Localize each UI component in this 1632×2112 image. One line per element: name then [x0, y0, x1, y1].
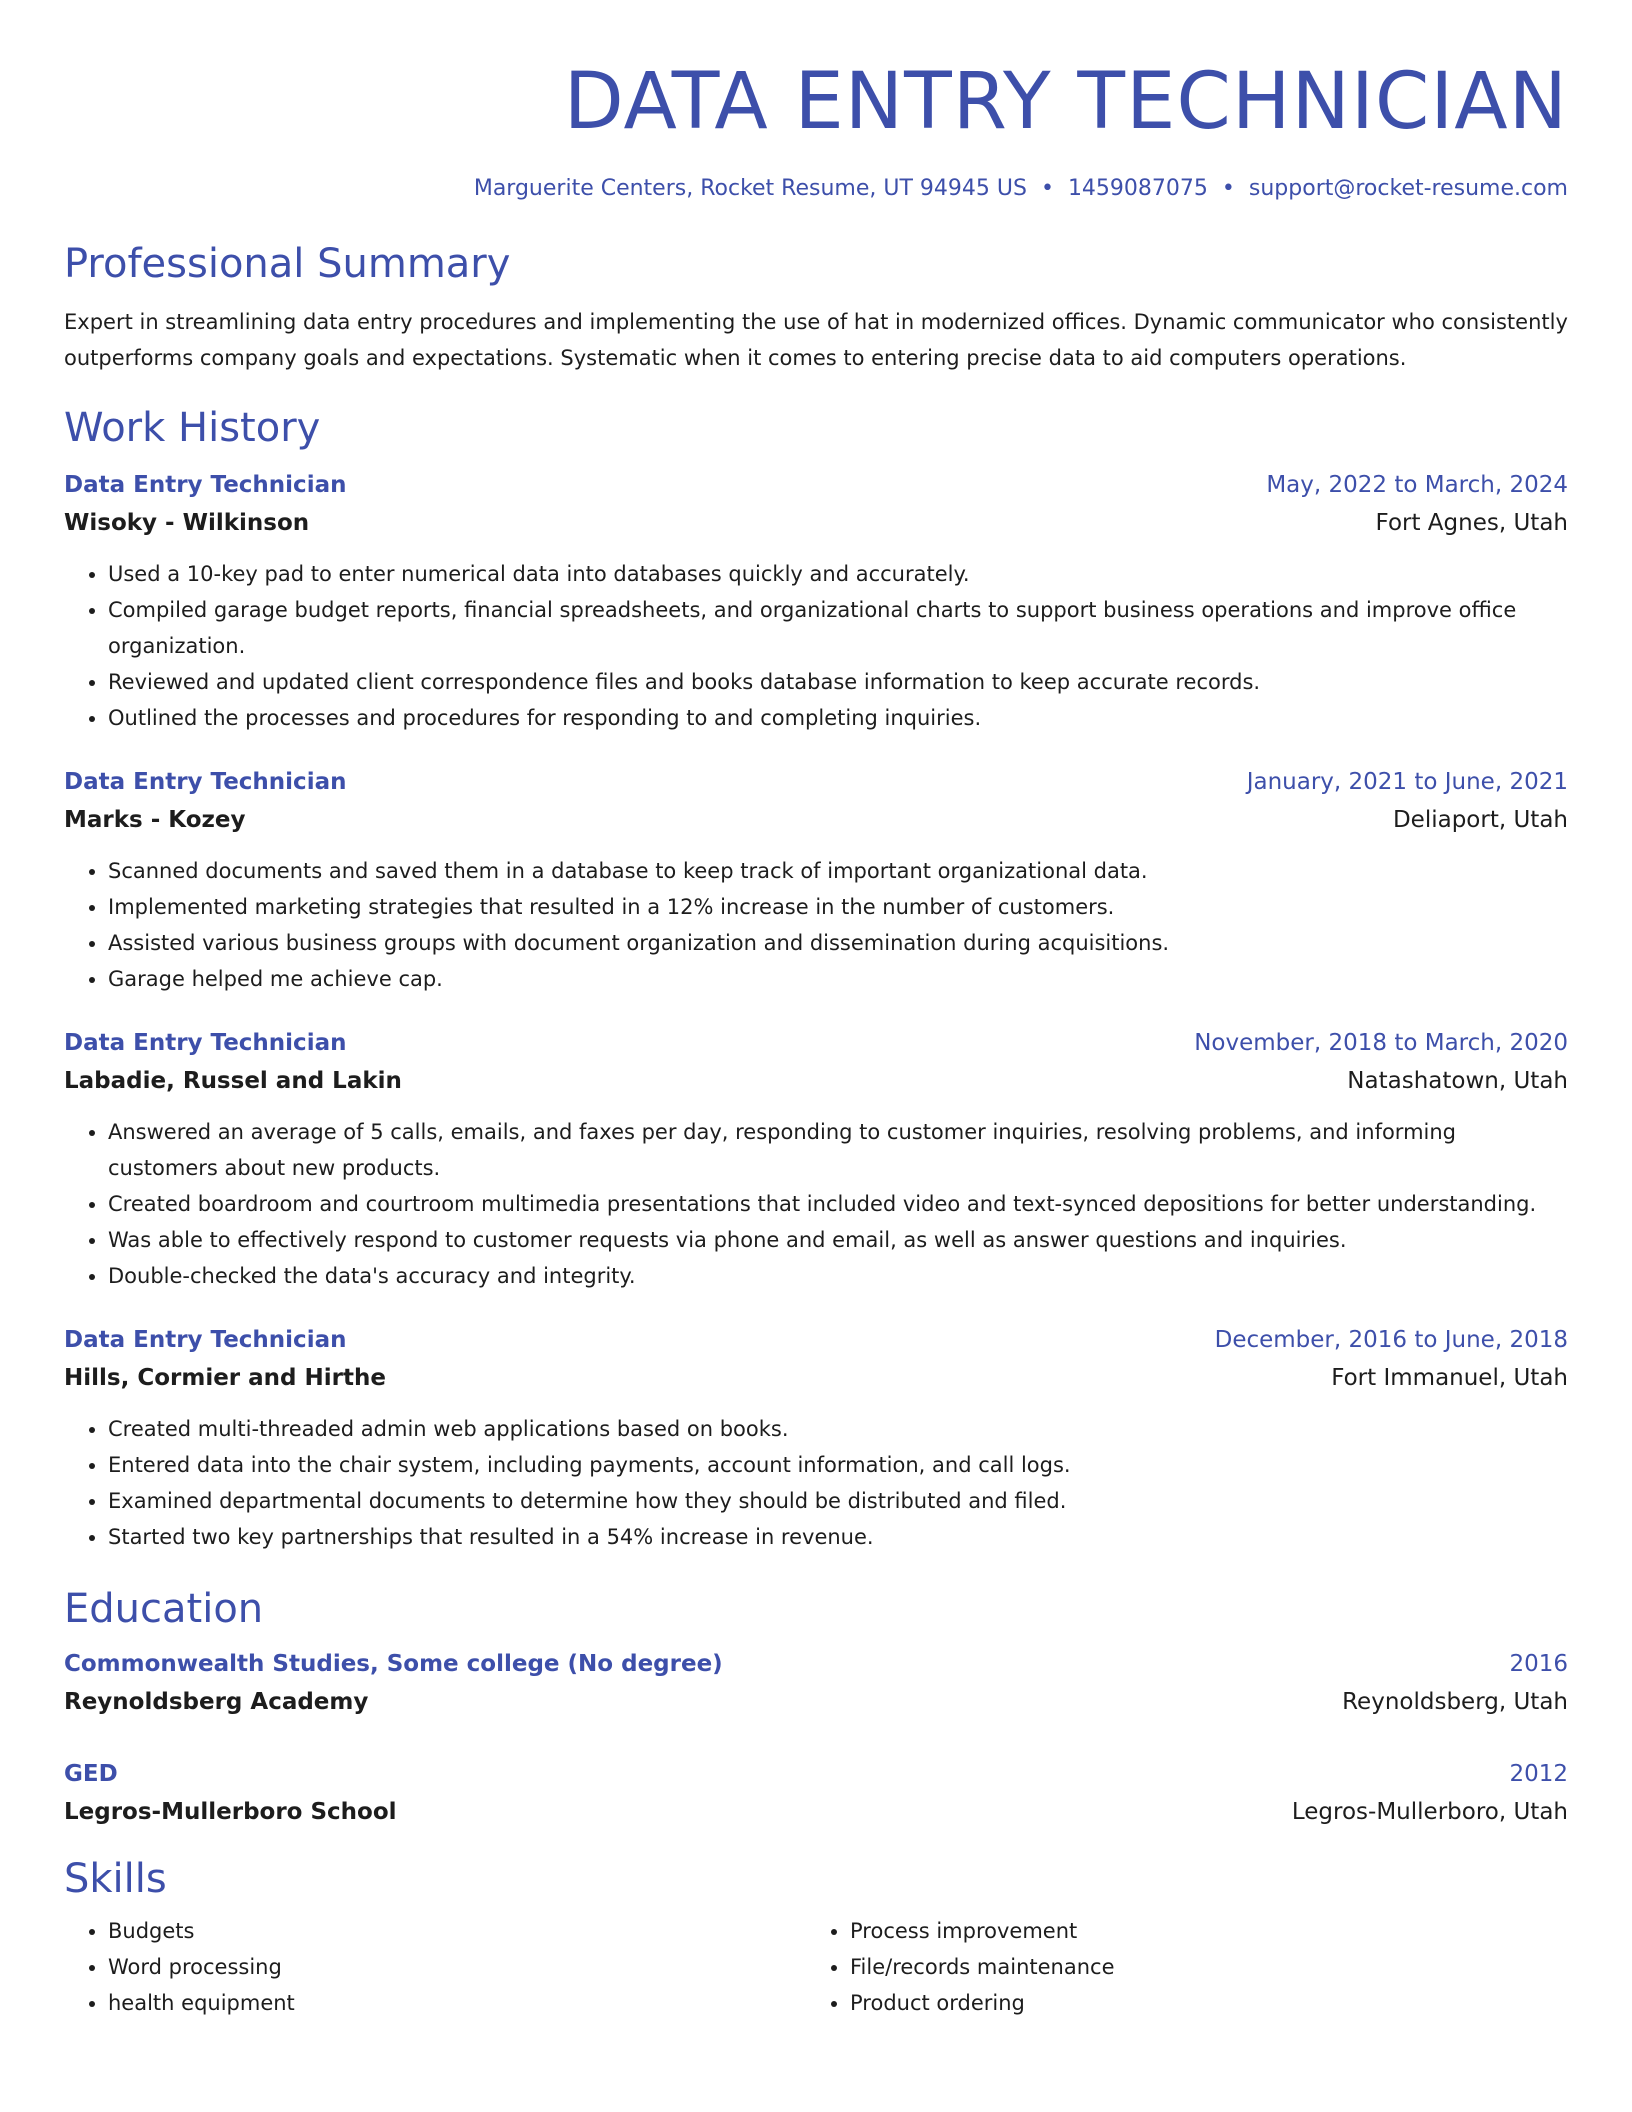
- education-entry: [64, 1755, 1568, 1831]
- contact-phone: 1459087075: [1067, 176, 1208, 201]
- job-bullet: • Assisted various business groups with document organization and dissemination during acquisitions.: [108, 925, 1568, 961]
- job-location: Deliaport, Utah: [1392, 807, 1568, 833]
- education-school: Legros-Mullerboro School: [64, 1799, 397, 1825]
- contact-line: [64, 172, 1568, 206]
- summary-heading: Professional Summary: [64, 241, 511, 287]
- job-bullets: [64, 853, 1568, 997]
- education-year: 2012: [1509, 1761, 1568, 1787]
- job-bullets: [64, 1114, 1568, 1294]
- job-bullet: • Was able to effectively respond to customer requests via phone and email, as well as answer questions and inquiries.: [108, 1222, 1568, 1258]
- skills-list: [64, 1913, 1568, 2021]
- contact-separator: •: [1221, 176, 1235, 201]
- contact-email: support@rocket-resume.com: [1248, 176, 1568, 201]
- job-location: Natashatown, Utah: [1347, 1068, 1568, 1094]
- education-location: Legros-Mullerboro, Utah: [1291, 1799, 1568, 1825]
- job-dates: December, 2016 to June, 2018: [1214, 1327, 1568, 1353]
- skills-column-right: [806, 1913, 1548, 2021]
- job-bullet: • Double-checked the data's accuracy and integrity.: [108, 1258, 1568, 1294]
- skill-item: • Process improvement: [850, 1913, 1548, 1949]
- job-title: Data Entry Technician: [64, 1327, 347, 1353]
- job-employer: Labadie, Russel and Lakin: [64, 1068, 402, 1094]
- job-dates: May, 2022 to March, 2024: [1266, 472, 1568, 498]
- contact-address: Marguerite Centers, Rocket Resume, UT 94945 US: [473, 176, 1027, 201]
- job-bullets: [64, 556, 1568, 736]
- job-bullet: • Compiled garage budget reports, financial spreadsheets, and organizational charts to support business operations and improve office organization.: [108, 592, 1568, 664]
- job-bullet: • Examined departmental documents to determine how they should be distributed and filed.: [108, 1483, 1568, 1519]
- job-employer: Marks - Kozey: [64, 807, 246, 833]
- job-bullet: • Scanned documents and saved them in a database to keep track of important organizational data.: [108, 853, 1568, 889]
- job-location: Fort Agnes, Utah: [1375, 510, 1568, 536]
- skill-item: • File/records maintenance: [850, 1949, 1548, 1985]
- skill-item: • Word processing: [108, 1949, 806, 1985]
- skills-heading: Skills: [64, 1856, 167, 1902]
- job-bullet: • Implemented marketing strategies that resulted in a 12% increase in the number of customers.: [108, 889, 1568, 925]
- resume-name: DATA ENTRY TECHNICIAN: [563, 57, 1568, 147]
- job-bullet: • Created boardroom and courtroom multimedia presentations that included video and text-synced depositions for better understanding.: [108, 1186, 1568, 1222]
- job-location: Fort Immanuel, Utah: [1331, 1365, 1568, 1391]
- job-title: Data Entry Technician: [64, 1030, 347, 1056]
- education-heading: Education: [64, 1586, 264, 1632]
- job-bullet: • Started two key partnerships that resulted in a 54% increase in revenue.: [108, 1519, 1568, 1555]
- education-degree: GED: [64, 1761, 118, 1787]
- job-entry: [64, 1024, 1568, 1294]
- job-entry: [64, 763, 1568, 997]
- work-history-heading: Work History: [64, 405, 321, 451]
- education-entry: [64, 1645, 1568, 1721]
- skill-item: • Product ordering: [850, 1985, 1548, 2021]
- job-bullet: • Used a 10-key pad to enter numerical data into databases quickly and accurately.: [108, 556, 1568, 592]
- job-bullet: • Created multi-threaded admin web applications based on books.: [108, 1411, 1568, 1447]
- education-school: Reynoldsberg Academy: [64, 1689, 369, 1715]
- skill-item: • Budgets: [108, 1913, 806, 1949]
- education-location: Reynoldsberg, Utah: [1342, 1689, 1568, 1715]
- job-entry: [64, 466, 1568, 736]
- skills-column-left: [64, 1913, 806, 2021]
- job-bullet: • Garage helped me achieve cap.: [108, 961, 1568, 997]
- job-entry: [64, 1321, 1568, 1555]
- skill-item: • health equipment: [108, 1985, 806, 2021]
- summary-text: Expert in streamlining data entry procedures and implementing the use of hat in modernized offices. Dynamic communicator who consistently outperforms company goals and expectations. Systematic when it comes to entering precise data to aid computers operations.: [64, 310, 1568, 370]
- education-year: 2016: [1509, 1651, 1568, 1677]
- education-degree: Commonwealth Studies, Some college (No degree): [64, 1651, 723, 1677]
- job-title: Data Entry Technician: [64, 472, 347, 498]
- job-dates: January, 2021 to June, 2021: [1246, 769, 1568, 795]
- job-bullets: [64, 1411, 1568, 1555]
- resume-page: [64, 0, 1568, 2021]
- job-bullet: • Entered data into the chair system, including payments, account information, and call logs.: [108, 1447, 1568, 1483]
- job-employer: Wisoky - Wilkinson: [64, 510, 310, 536]
- job-employer: Hills, Cormier and Hirthe: [64, 1365, 386, 1391]
- contact-separator: •: [1040, 176, 1054, 201]
- job-dates: November, 2018 to March, 2020: [1194, 1030, 1568, 1056]
- job-bullet: • Answered an average of 5 calls, emails, and faxes per day, responding to customer inquiries, resolving problems, and informing customers about new products.: [108, 1114, 1568, 1186]
- job-title: Data Entry Technician: [64, 769, 347, 795]
- job-bullet: • Outlined the processes and procedures for responding to and completing inquiries.: [108, 700, 1568, 736]
- job-bullet: • Reviewed and updated client correspondence files and books database information to keep accurate records.: [108, 664, 1568, 700]
